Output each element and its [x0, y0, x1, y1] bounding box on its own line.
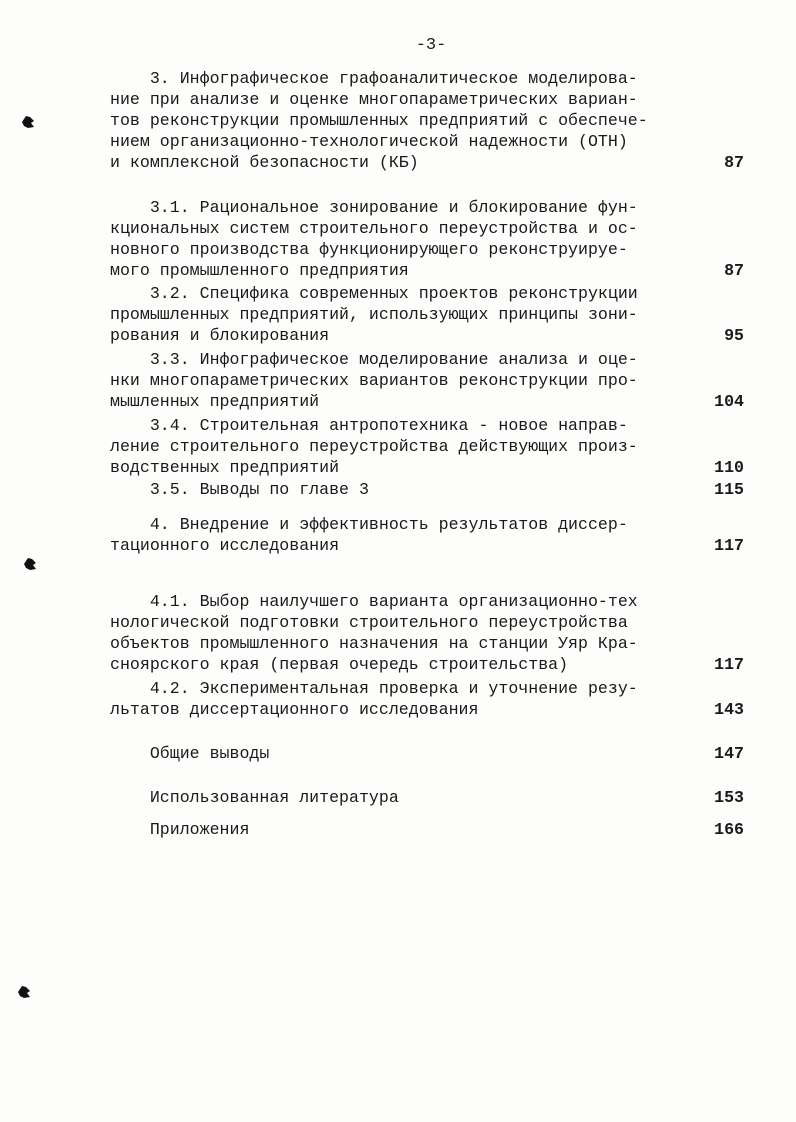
- toc-line: Общие выводы: [110, 744, 270, 763]
- toc-page-number: 95: [724, 326, 744, 345]
- toc-line: 3. Инфографическое графоаналитическое моделирова-: [110, 69, 638, 88]
- toc-line: Использованная литература: [110, 788, 399, 807]
- toc-line: промышленных предприятий, использующих принципы зони-: [110, 305, 638, 324]
- toc-page-number: 115: [714, 480, 744, 499]
- toc-line: 4.2. Экспериментальная проверка и уточнение резу-: [110, 679, 638, 698]
- toc-line: 3.4. Строительная антропотехника - новое направ-: [110, 416, 628, 435]
- toc-line: Приложения: [110, 820, 250, 839]
- toc-line: тов реконструкции промышленных предприятий с обеспече-: [110, 111, 648, 130]
- toc-page-number: 147: [714, 744, 744, 763]
- toc-page-number: 87: [724, 261, 744, 280]
- toc-line: мого промышленного предприятия: [110, 261, 409, 280]
- toc-page-number: 143: [714, 700, 744, 719]
- toc-line: новного производства функционирующего реконструируе-: [110, 240, 628, 259]
- toc-line: нием организационно-технологической надежности (ОТН): [110, 132, 628, 151]
- toc-line: тационного исследования: [110, 536, 340, 555]
- toc-page-number: 117: [714, 536, 744, 555]
- toc-line: 3.2. Специфика современных проектов реконструкции: [110, 284, 638, 303]
- toc-line: 4.1. Выбор наилучшего варианта организационно-тех: [110, 592, 638, 611]
- toc-line: 3.5. Выводы по главе 3: [110, 480, 369, 499]
- toc-page-number: 104: [714, 392, 744, 411]
- toc-line: мышленных предприятий: [110, 392, 320, 411]
- toc-page-number: 117: [714, 655, 744, 674]
- toc-line: водственных предприятий: [110, 458, 340, 477]
- binder-mark: [20, 114, 36, 130]
- toc-page-number: 110: [714, 458, 744, 477]
- toc-page-number: 87: [724, 153, 744, 172]
- toc-line: льтатов диссертационного исследования: [110, 700, 479, 719]
- page-number: -3-: [415, 36, 447, 55]
- toc-line: 3.1. Рациональное зонирование и блокирование фун-: [110, 198, 638, 217]
- toc-line: нки многопараметрических вариантов реконструкции про-: [110, 371, 638, 390]
- binder-mark: [16, 984, 32, 1000]
- toc-line: 3.3. Инфографическое моделирование анализа и оце-: [110, 350, 638, 369]
- toc-line: объектов промышленного назначения на станции Уяр Кра-: [110, 634, 638, 653]
- toc-line: кциональных систем строительного переустройства и ос-: [110, 219, 638, 238]
- toc-line: и комплексной безопасности (КБ): [110, 153, 419, 172]
- toc-line: рования и блокирования: [110, 326, 330, 345]
- toc-page-number: 166: [714, 820, 744, 839]
- toc-line: ние при анализе и оценке многопараметрических вариан-: [110, 90, 638, 109]
- toc-page-number: 153: [714, 788, 744, 807]
- toc-line: сноярского края (первая очередь строительства): [110, 655, 569, 674]
- binder-mark: [22, 556, 38, 572]
- toc-line: 4. Внедрение и эффективность результатов диссер-: [110, 515, 628, 534]
- toc-line: ление строительного переустройства действующих произ-: [110, 437, 638, 456]
- toc-line: нологической подготовки строительного переустройства: [110, 613, 628, 632]
